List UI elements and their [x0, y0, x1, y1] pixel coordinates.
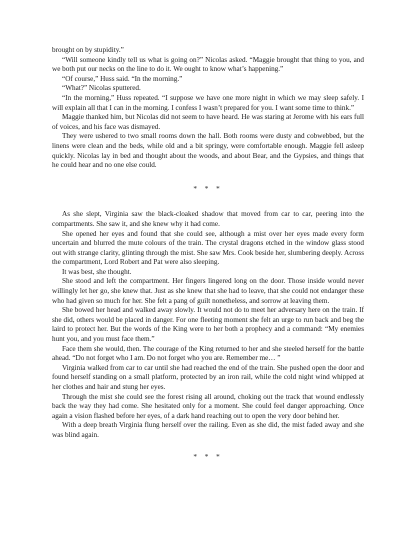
- paragraph: With a deep breath Virginia flung herself over the railing. Even as she did, the mist faded away and she was blind again.: [52, 421, 364, 439]
- paragraph: Face them she would, then. The courage of the King returned to her and she steeled herself for the battle ahead. “Do not forget who I am. Do not forget who you are. Remember me… ”: [52, 344, 364, 363]
- paragraph: brought on by stupidity.”: [52, 46, 124, 54]
- paragraph: Through the mist she could see the forest rising all around, choking out the track that wound endlessly back the way they had come. She hesitated only for a moment. She could feel danger approaching. Once again a vision flashed before her eyes, of a dark hand reaching out to open the very door behind her.: [52, 392, 364, 420]
- paragraph: As she slept, Virginia saw the black-cloaked shadow that moved from car to car, peering into the compartments. She saw it, and she knew why it had come.: [52, 210, 364, 228]
- paragraph: They were ushered to two small rooms down the hall. Both rooms were dusty and cobwebbed, but the linens were clean and the beds, while old and a bit springy, were comfortable enough. Maggie fell asleep quickly. Nicolas lay in bed and thought about the woods, and about Bear, and the Gypsies, and things that he could hear and no one else could.: [52, 132, 364, 170]
- paragraph: “In the morning,” Huss repeated. “I suppose we have one more night in which we may sleep safely. I will explain all that I can in the morning. I confess I wasn’t prepared for you. I want some time to think.”: [52, 93, 364, 112]
- paragraph: “Of course,” Huss said. “In the morning.”: [62, 74, 183, 83]
- paragraph: Virginia walked from car to car until she had reached the end of the train. She pushed open the door and found herself standing on a small platform, protected by an iron rail, while the cold night wind whipped at her clothes and hair and stung her eyes.: [52, 363, 364, 391]
- paragraph: “Will someone kindly tell us what is going on?” Nicolas asked. “Maggie brought that thing to you, and we both put our necks on the line to do it. We ought to know what’s happening.”: [52, 55, 364, 74]
- section-one: [52, 46, 364, 171]
- section-two: [52, 210, 364, 440]
- paragraph: She bowed her head and walked away slowly. It would not do to meet her adversary here on the train. If she did, others would be placed in danger. For one fleeting moment she felt an urge to run back and beg the laird to protect her. But the words of the King were to her both a prophecy and a command: “My enemies hunt you, and you must face them.”: [52, 306, 364, 344]
- paragraph: It was best, she thought.: [62, 267, 132, 276]
- scene-separator: * * *: [193, 184, 223, 193]
- paragraph: “What?” Nicolas sputtered.: [62, 84, 141, 93]
- paragraph: Maggie thanked him, but Nicolas did not seem to have heard. He was staring at Jerome with his ears full of voices, and his face was dismayed.: [52, 113, 364, 131]
- paragraph: She opened her eyes and found that she could see, although a mist over her eyes made every form uncertain and blurred the mute colours of the train. The crystal dragons etched in the window glass stood out with strange clarity, glinting through the mist. She saw Mrs. Cook beside her, slumbering deeply. Across the compartment, Lord Robert and Pat were also sleeping.: [52, 229, 364, 267]
- paragraph: She stood and left the compartment. Her fingers lingered long on the door. Those inside would never willingly let her go, she knew that. Just as she knew that she had to leave, that she could not endanger these who had given so much for her. She felt a pang of guilt nonetheless, and sorrow at leaving them.: [52, 277, 364, 305]
- scene-separator: * * *: [193, 452, 223, 461]
